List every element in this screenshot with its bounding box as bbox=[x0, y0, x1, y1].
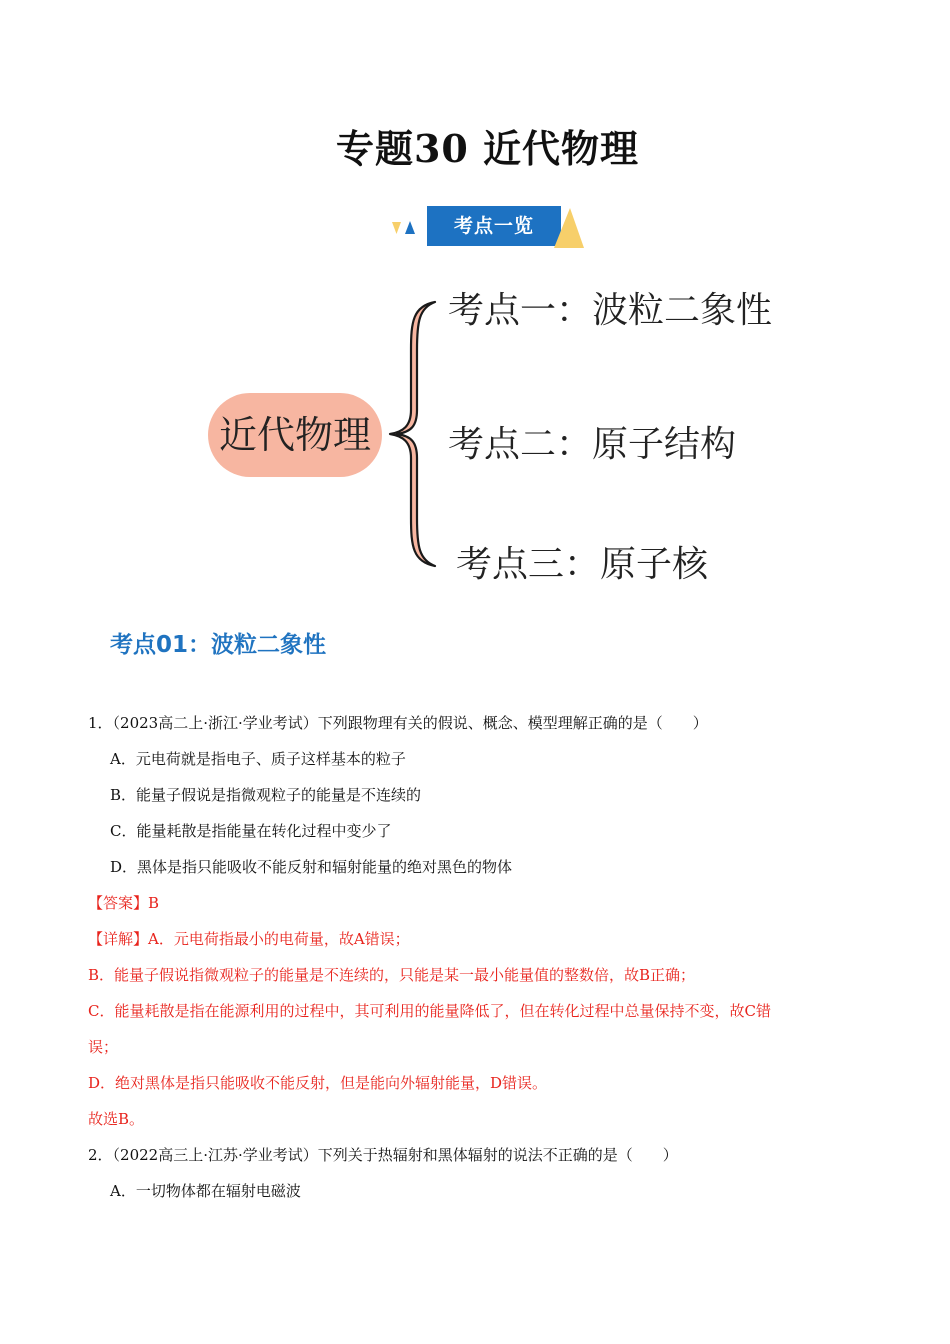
explanation-line-1: 【详解】A．元电荷指最小的电荷量，故A错误； bbox=[88, 930, 410, 948]
question-2-option-a: A．一切物体都在辐射电磁波 bbox=[110, 1182, 301, 1200]
question-1-option-b: B．能量子假说是指微观粒子的能量是不连续的 bbox=[110, 786, 422, 804]
page-title: 专题30 近代物理 bbox=[335, 126, 640, 171]
question-2-stem: 2．（2022高三上·江苏·学业考试）下列关于热辐射和黑体辐射的说法不正确的是（ ） bbox=[88, 1146, 678, 1164]
banner-triangle-icon bbox=[554, 206, 584, 248]
explanation-line-2: B．能量子假说指微观粒子的能量是不连续的，只能是某一最小能量值的整数倍，故B正确； bbox=[88, 966, 696, 984]
explanation-line-5: D．绝对黑体是指只能吸收不能反射，但是能向外辐射能量，D错误。 bbox=[88, 1074, 548, 1092]
triangle-deco-icon bbox=[392, 218, 422, 238]
explanation-line-6: 故选B。 bbox=[88, 1110, 145, 1128]
section-heading: 考点01：波粒二象性 bbox=[110, 632, 327, 658]
mindmap-center: 近代物理 bbox=[208, 393, 382, 477]
question-1-stem: 1．（2023高二上·浙江·学业考试）下列跟物理有关的假说、概念、模型理解正确的是（ ） bbox=[88, 714, 708, 732]
question-1-answer: 【答案】B bbox=[88, 894, 160, 912]
question-1-option-a: A．元电荷就是指电子、质子这样基本的粒子 bbox=[110, 750, 406, 768]
mindmap-item-2: 考点二：原子结构 bbox=[448, 424, 737, 465]
question-1-option-d: D．黑体是指只能吸收不能反射和辐射能量的绝对黑色的物体 bbox=[110, 858, 513, 876]
explanation-line-4: 误； bbox=[88, 1038, 119, 1056]
curly-brace-icon bbox=[385, 298, 445, 570]
topics-banner bbox=[392, 206, 584, 248]
mindmap-item-1: 考点一：波粒二象性 bbox=[448, 290, 773, 331]
banner-label: 考点一览 bbox=[427, 206, 561, 246]
explanation-line-3: C．能量耗散是指在能源利用的过程中，其可利用的能量降低了，但在转化过程中总量保持不变，故C错 bbox=[88, 1002, 771, 1020]
question-1-option-c: C．能量耗散是指能量在转化过程中变少了 bbox=[110, 822, 392, 840]
mindmap-item-3: 考点三：原子核 bbox=[456, 544, 709, 585]
